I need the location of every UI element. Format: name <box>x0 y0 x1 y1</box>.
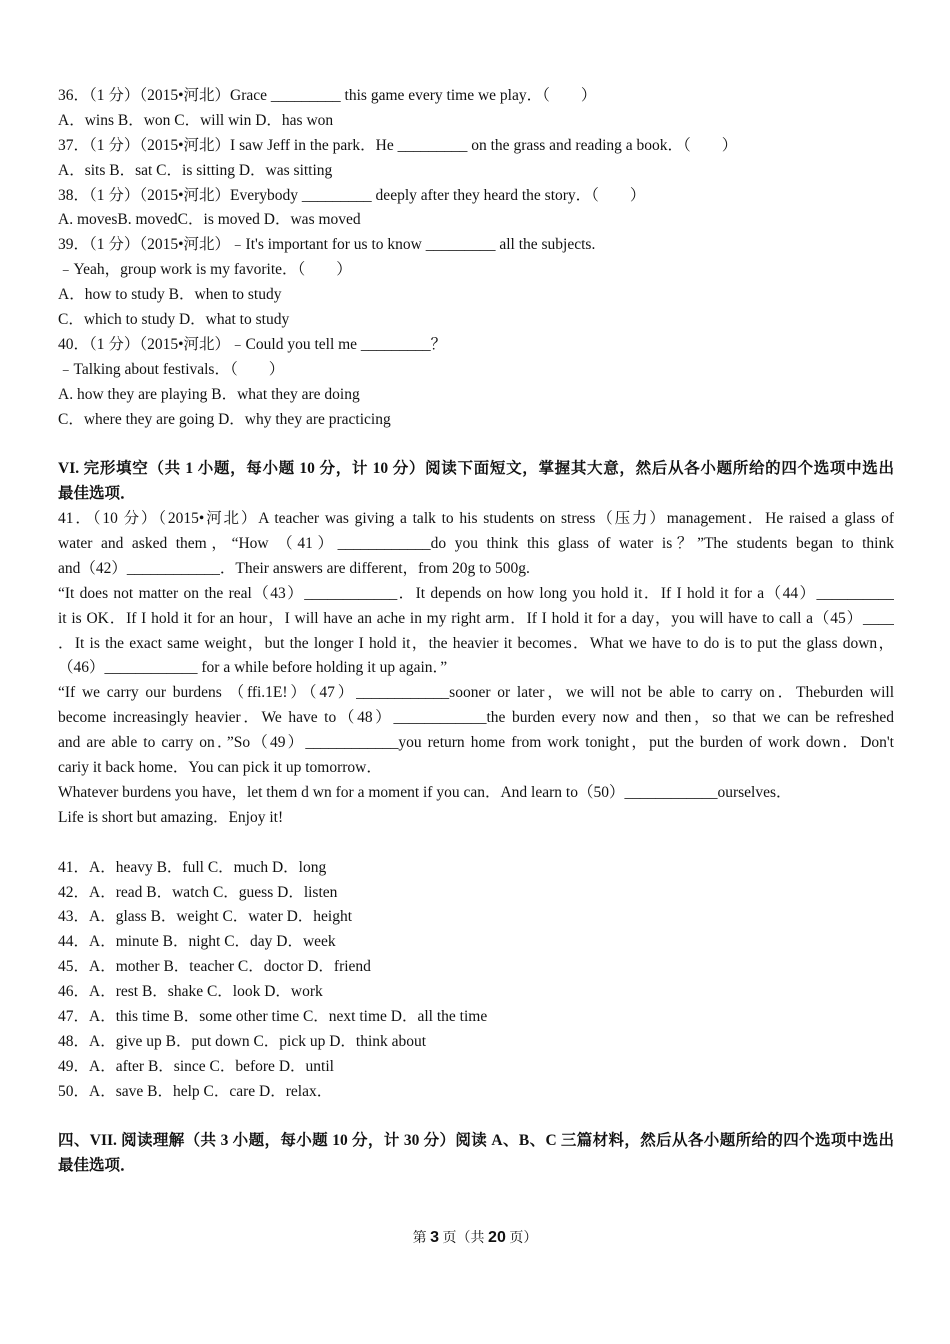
cloze-option-43: 43．A．glass B．weight C．water D．height <box>58 908 353 926</box>
cloze-option-49: 49．A．after B．since C．before D．until <box>58 1057 334 1075</box>
section-vi-heading-cont: 最佳选项． <box>58 485 136 503</box>
footer-page-number: 3 <box>430 1229 440 1246</box>
question-36-stem: 36．（1 分）（2015•河北）Grace _________ this game every time we play．（ ） <box>58 87 597 104</box>
footer-total-pages: 20 <box>488 1229 506 1246</box>
question-40-reply: ﹣Talking about festivals．（ ） <box>58 360 285 378</box>
cloze-option-44: 44．A．minute B．night C．day D．week <box>58 933 336 951</box>
page-footer <box>0 1228 950 1249</box>
question-40-options-cd: C．where they are going D．why they are practicing <box>58 410 391 428</box>
question-39-options-cd: C．which to study D．what to study <box>58 311 290 329</box>
passage-line: and are able to carry on．”So（49）____________you return home from work tonight，put the burden of work down．Don't <box>58 734 894 752</box>
passage-line: and（42）____________．Their answers are different，from 20g to 500g. <box>58 559 530 577</box>
question-39-reply: ﹣Yeah，group work is my favorite．（ ） <box>58 261 352 279</box>
spacer <box>58 1105 894 1130</box>
cloze-options-list <box>58 856 894 1105</box>
passage-line: （46）____________ for a while before holding it up again．” <box>58 659 448 677</box>
passage-line: it is OK．If I hold it for an hour，I will have an ache in my right arm．If I hold it for a day，you will have to call a（45）____ <box>58 609 894 627</box>
cloze-option-41: 41．A．heavy B．full C．much D．long <box>58 858 327 876</box>
footer-prefix: 第 <box>412 1231 431 1246</box>
spacer <box>58 432 894 457</box>
question-40-options-ab: A. how they are playing B．what they are doing <box>58 385 360 403</box>
section-vii-heading: 四、VII. 阅读理解（共 3 小题，每小题 10 分，计 30 分）阅读 A、B、C 三篇材料，然后从各小题所给的四个选项中选出 <box>58 1132 894 1150</box>
question-36-options: A．wins B．won C．will win D．has won <box>58 111 334 129</box>
cloze-option-45: 45．A．mother B．teacher C．doctor D．friend <box>58 958 371 976</box>
section-vii-heading-cont: 最佳选项． <box>58 1157 136 1175</box>
passage-line: become increasingly heavier．We have to（48）____________the burden every now and then，so that we can be refreshed <box>58 709 894 727</box>
cloze-option-47: 47．A．this time B．some other time C．next time D．all the time <box>58 1007 488 1025</box>
question-37-options: A．sits B．sat C．is sitting D．was sitting <box>58 161 333 179</box>
passage-line: “If we carry our burdens （ffi.1E!）（47）____________sooner or later，we will not be able to carry on．Theburden will <box>58 684 894 702</box>
passage-line: water and asked them，“How （41）____________do you think this glass of water is？”The students began to think <box>58 535 894 553</box>
footer-middle: 页（共 <box>439 1231 489 1246</box>
cloze-option-48: 48．A．give up B．put down C．pick up D．think about <box>58 1032 427 1050</box>
passage-line: Life is short but amazing．Enjoy it! <box>58 808 284 826</box>
footer-suffix: 页） <box>505 1231 538 1246</box>
question-38-options: A. movesB. movedC．is moved D．was moved <box>58 211 361 229</box>
cloze-option-50: 50．A．save B．help C．care D．relax． <box>58 1082 333 1100</box>
passage-line: ．It is the exact same weight，but the longer I hold it，the heavier it becomes．What we have to do is to put the glass down， <box>58 634 894 652</box>
passage-line: Whatever burdens you have，let them d wn for a moment if you can．And learn to（50）____________ourselves． <box>58 783 792 801</box>
cloze-passage <box>58 507 894 831</box>
cloze-option-46: 46．A．rest B．shake C．look D．work <box>58 983 323 1001</box>
section-vi-heading: VI. 完形填空（共 1 小题，每小题 10 分，计 10 分）阅读下面短文，掌握其大意，然后从各小题所给的四个选项中选出 <box>58 460 894 478</box>
question-40-stem: 40．（1 分）（2015•河北）﹣Could you tell me _________？ <box>58 335 447 353</box>
question-39-options-ab: A．how to study B．when to study <box>58 286 282 304</box>
exam-page <box>58 84 894 1179</box>
question-39-stem: 39．（1 分）（2015•河北）﹣It's important for us to know _________ all the subjects. <box>58 236 596 254</box>
passage-line: 41．（10 分）（2015•河北）A teacher was giving a talk to his students on stress（压力）management．He raised a glass of <box>58 510 894 528</box>
cloze-option-42: 42．A．read B．watch C．guess D．listen <box>58 883 338 901</box>
passage-line: “It does not matter on the real（43）____________．It depends on how long you hold it．If I hold it for a（44）__________ <box>58 584 894 602</box>
passage-line: cariy it back home．You can pick it up tomorrow． <box>58 759 382 777</box>
question-38-stem: 38．（1 分）（2015•河北）Everybody _________ deeply after they heard the story．（ ） <box>58 186 646 204</box>
question-37-stem: 37．（1 分）（2015•河北）I saw Jeff in the park．He _________ on the grass and reading a book．（ ） <box>58 136 738 154</box>
spacer <box>58 831 894 856</box>
